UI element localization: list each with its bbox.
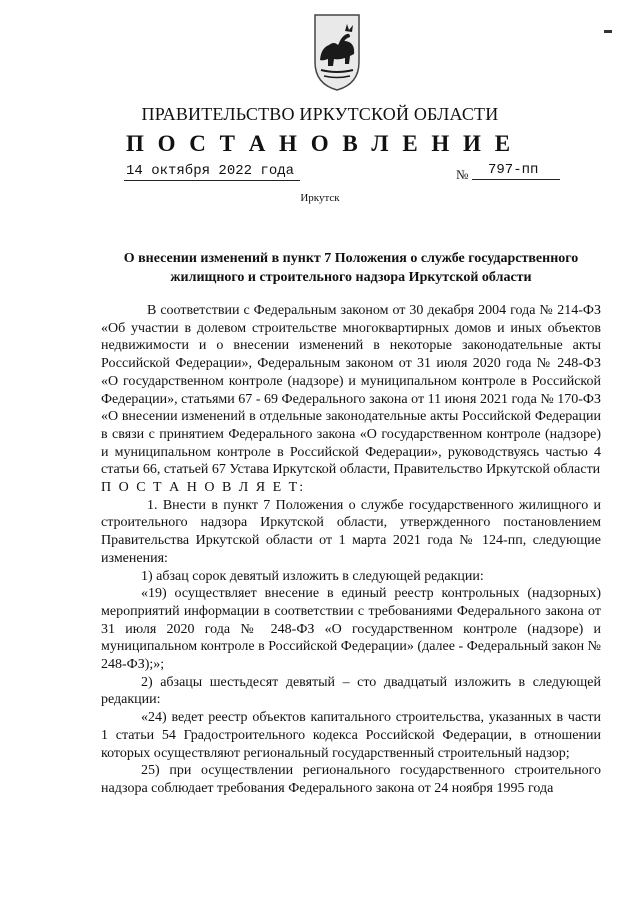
document-type: П О С Т А Н О В Л Е Н И Е xyxy=(125,131,515,156)
quote-24-paragraph: «24) ведет реестр объектов капитального строительства, указанных в части 1 статьи 54 Градостроительного кодекса Российской Федерации, в отношении которых осуществляют региональный государственный строительный надзор; xyxy=(101,710,601,761)
preamble-paragraph: В соответствии с Федеральным законом от 30 декабря 2004 года № 214-ФЗ «Об участии в долевом строительстве многоквартирных домов и иных объектов недвижимости и о внесении изменений в некоторые законодательные акты Российской Федерации», Федеральным законом от 31 июля 2020 года № 248-ФЗ «О государственном контроле (надзоре) и муниципальном контроле в Российской Федерации», статьями 67 - 69 Федерального закона от 11 июня 2021 года № 170-ФЗ «О внесении изменений в отдельные законодательные акты Российской Федерации в связи с принятием Федерального закона «О государственном контроле (надзоре) и муниципальном контроле в Российской Федерации», руководствуясь частью 4 статьи 66, статьей 67 Устава Иркутской области, Правительство Иркутской области xyxy=(101,303,601,478)
subitem-2-paragraph: 2) абзацы шестьдесят девятый – сто двадцатый изложить в следующей редакции: xyxy=(101,674,601,708)
document-date: 14 октября 2022 года xyxy=(124,163,300,181)
document-title: О внесении изменений в пункт 7 Положения о службе государственного жилищного и строительного надзора Иркутской области xyxy=(123,251,579,285)
resolves-heading: П О С Т А Н О В Л Я Е Т: xyxy=(101,480,306,496)
document-body xyxy=(101,302,601,798)
subitem-1-paragraph: 1) абзац сорок девятый изложить в следующей редакции: xyxy=(141,568,484,584)
quote-25-paragraph: 25) при осуществлении регионального государственного строительного надзора соблюдает требования Федерального закона от 24 ноября 1995 года xyxy=(101,763,601,796)
corner-mark xyxy=(604,30,612,33)
city-name: Иркутск xyxy=(300,192,340,204)
item-1-paragraph: 1. Внести в пункт 7 Положения о службе государственного жилищного и строительного надзора Иркутской области, утвержденного постановлением Правительства Иркутской области от 1 марта 2021 года № 124-пп, следующие изменения: xyxy=(101,497,601,566)
government-name: ПРАВИТЕЛЬСТВО ИРКУТСКОЙ ОБЛАСТИ xyxy=(141,104,499,124)
number-sign: № xyxy=(456,167,469,182)
quote-19-paragraph: «19) осуществляет внесение в единый реестр контрольных (надзорных) мероприятий информации в соответствии с требованиями Федерального закона от 31 июля 2020 года № 248-ФЗ «О государственном контроле (надзоре) и муниципальном контроле в Российской Федерации» (далее - Федеральный закон № 248-ФЗ);»; xyxy=(101,586,601,673)
document-number: 797-пп xyxy=(472,162,560,180)
irkutsk-coat-of-arms-icon xyxy=(312,12,362,92)
